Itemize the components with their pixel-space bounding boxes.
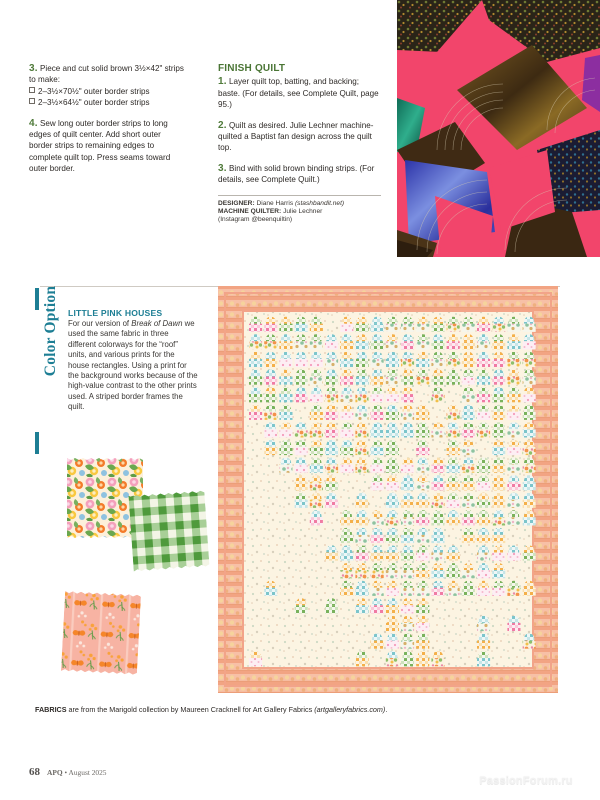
step-text: Quilt as desired. Julie Lechner machine-quilted a Baptist fan design across the quilt top. <box>218 120 374 153</box>
body-part-2: we used the same fabric in three different colorways for the “roof” units, and various prints for the house rectangles. Using a print for the background works because of the high-value contrast to the other prints used. A striped border frames the quilt. <box>68 319 198 412</box>
quilter-name: Julie Lechner <box>283 208 323 216</box>
color-option-side-label: Color Option <box>42 285 59 377</box>
page-footer <box>29 762 107 780</box>
step-text: Bind with solid brown binding strips. (For details, see Complete Quilt.) <box>218 163 375 185</box>
checkbox-icon <box>29 98 35 104</box>
little-pink-houses-heading: LITTLE PINK HOUSES <box>68 308 163 318</box>
green-gingham-swatch <box>128 490 210 572</box>
fabrics-site: (artgalleryfabrics.com) <box>314 705 386 714</box>
designer-name: Diane Harris <box>256 199 294 207</box>
checkbox-label: 2–3½×70½" outer border strips <box>38 86 150 96</box>
quilter-label: MACHINE QUILTER: <box>218 208 282 216</box>
quilter-credit <box>218 208 381 216</box>
step-number: 1. <box>218 76 227 88</box>
step-text: Sew long outer border strips to long edges of quilt center. Add short outer border strips to remaining edges to complete quilt top. Press seams toward outer border. <box>29 118 171 174</box>
step-number: 2. <box>218 119 227 131</box>
checkbox-icon <box>29 87 35 93</box>
fabrics-end: . <box>385 705 388 714</box>
step-number: 3. <box>218 162 227 174</box>
checkbox-item <box>36 97 184 108</box>
folio-page-number: 68 <box>29 766 40 778</box>
step-4-block <box>29 118 184 175</box>
credits-divider <box>218 195 381 196</box>
fabrics-text: are from the Marigold collection by Maureen Cracknell for Art Gallery Fabrics <box>66 705 315 714</box>
teal-accent-bar-top <box>35 288 39 310</box>
finish-step-2 <box>218 120 381 154</box>
fabrics-label: FABRICS <box>35 705 67 714</box>
designer-site: (stashbandit.net) <box>294 199 345 207</box>
folio-issue: August 2025 <box>68 768 107 777</box>
checkbox-item <box>36 86 184 97</box>
step-text: Piece and cut solid brown 3½×42" strips to make: <box>29 64 184 85</box>
site-watermark: PassionForum.ru <box>479 775 573 787</box>
step-text: Layer quilt top, batting, and backing; baste. (For details, see Complete Quilt, page 95.) <box>218 77 379 110</box>
folio-magazine: APQ <box>47 768 63 777</box>
right-text-column <box>218 63 381 225</box>
finish-step-1 <box>218 76 381 110</box>
quilter-social: (Instagram @beenquiltin) <box>218 216 293 224</box>
teal-accent-bar-bottom <box>35 432 39 454</box>
little-pink-houses-quilt-photo <box>218 286 558 693</box>
quilt-closeup-photo <box>397 0 600 257</box>
folio-separator: • <box>64 768 68 777</box>
left-text-column <box>29 63 184 175</box>
body-part-1: For our version of <box>68 319 132 328</box>
designer-label: DESIGNER: <box>218 199 255 207</box>
finish-quilt-heading: FINISH QUILT <box>218 63 286 74</box>
step-3-block <box>29 63 184 86</box>
fabrics-caption <box>35 705 555 714</box>
checkbox-label: 2–3½×64½" outer border strips <box>38 98 150 108</box>
color-option-body <box>68 319 198 413</box>
finish-step-3 <box>218 163 381 186</box>
credits-block <box>218 200 381 225</box>
designer-credit <box>218 200 381 208</box>
body-italic-title: Break of Dawn <box>131 319 183 328</box>
folio-text <box>47 768 107 777</box>
step-number: 3. <box>29 63 38 74</box>
pink-butterfly-swatch <box>60 590 146 676</box>
step-number: 4. <box>29 117 38 129</box>
